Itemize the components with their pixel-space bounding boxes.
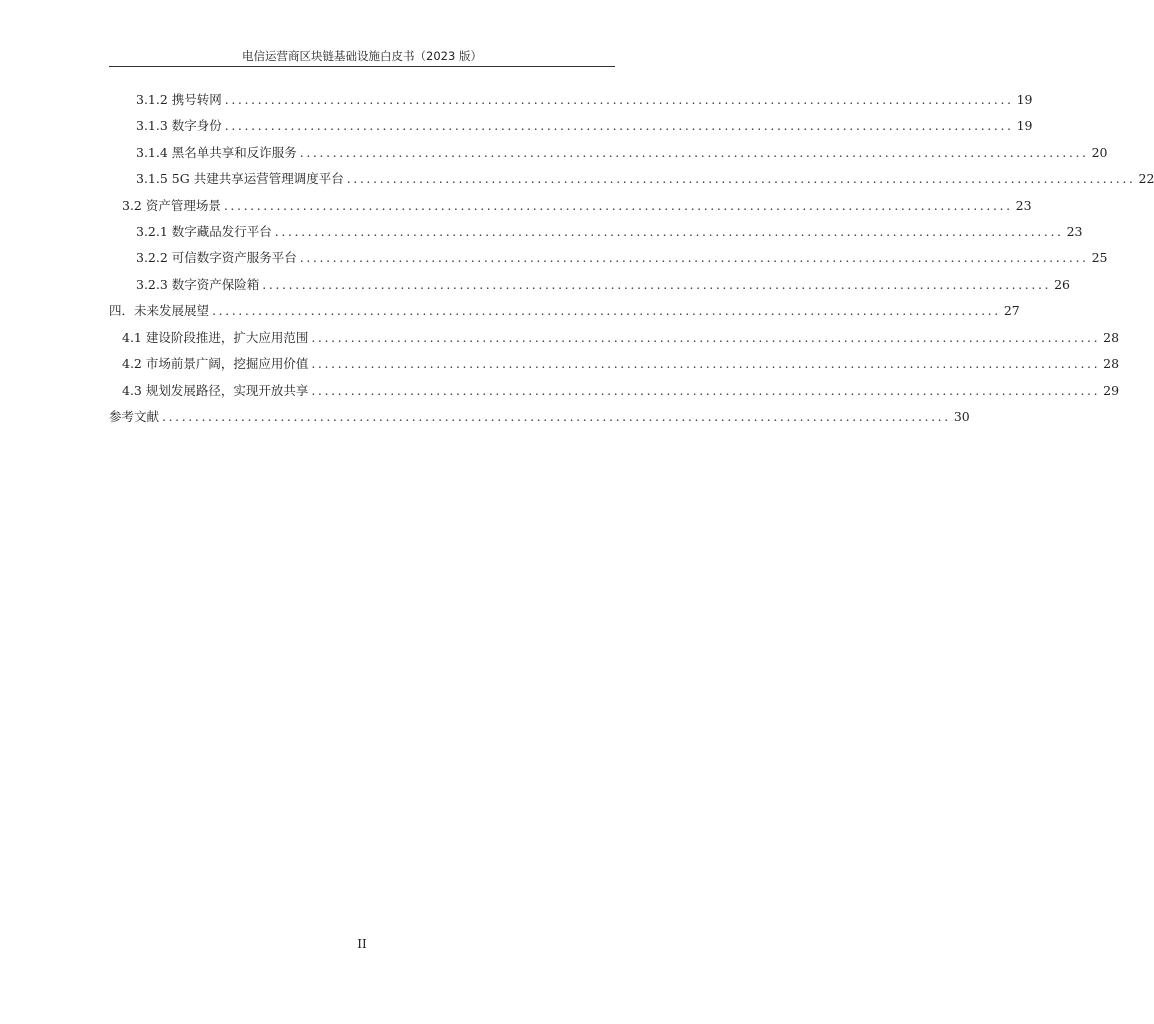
toc-entry-label: 3.1.5 5G 共建共享运营管理调度平台 [136, 171, 344, 186]
toc-entry[interactable] [122, 352, 1120, 372]
toc-entry-page: 28 [1103, 330, 1120, 345]
toc-entry-label: 3.1.2 携号转网 [136, 92, 222, 107]
toc-entry[interactable] [122, 379, 1120, 399]
page-header: 电信运营商区块链基础设施白皮书（2023 版） [242, 49, 482, 63]
toc-entry-page: 27 [1003, 303, 1020, 318]
toc-entry-page: 23 [1066, 224, 1083, 239]
toc-leader: ........................................................................................................................ [224, 92, 1014, 107]
toc-entry-page: 19 [1016, 92, 1033, 107]
toc-entry-page: 28 [1103, 356, 1120, 371]
toc-leader: ........................................................................................................................ [223, 198, 1013, 213]
toc-leader: ........................................................................................................................ [311, 330, 1101, 345]
page-number: II [357, 937, 367, 951]
toc-leader: ........................................................................................................................ [274, 224, 1064, 239]
toc-entry[interactable] [122, 194, 1032, 214]
toc-entry[interactable] [122, 326, 1120, 346]
toc-entry-label: 4.3 规划发展路径，实现开放共享 [122, 383, 309, 398]
toc-entry-label: 4.1 建设阶段推进，扩大应用范围 [122, 330, 309, 345]
toc-entry-page: 19 [1016, 118, 1033, 133]
toc-entry-label: 3.2.3 数字资产保险箱 [136, 277, 260, 292]
toc-leader: ........................................................................................................................ [346, 171, 1136, 186]
toc-entry[interactable] [109, 299, 1020, 319]
toc-entry-page: 26 [1054, 277, 1070, 292]
toc-leader: ........................................................................................................................ [212, 303, 1001, 318]
toc-entry[interactable] [109, 405, 970, 425]
toc-leader: ........................................................................................................................ [311, 383, 1101, 398]
toc-entry-label: 3.2.2 可信数字资产服务平台 [136, 250, 297, 265]
toc-entry-page: 30 [953, 409, 970, 424]
toc-entry-label: 3.2.1 数字藏品发行平台 [136, 224, 272, 239]
toc-leader: ........................................................................................................................ [162, 409, 951, 424]
toc-entry[interactable] [136, 246, 1108, 266]
toc-leader: ........................................................................................................................ [299, 250, 1089, 265]
toc-entry[interactable] [136, 88, 1033, 108]
toc-entry[interactable] [136, 141, 1108, 161]
toc-leader: ........................................................................................................................ [224, 118, 1014, 133]
toc-entry-label: 3.2 资产管理场景 [122, 198, 221, 213]
toc-entry-page: 22 [1138, 171, 1154, 186]
toc-entry-label: 3.1.4 黑名单共享和反诈服务 [136, 145, 297, 160]
toc-entry-label: 4.2 市场前景广阔，挖掘应用价值 [122, 356, 309, 371]
toc-entry-label: 参考文献 [109, 409, 160, 424]
toc-entry[interactable] [136, 114, 1033, 134]
toc-entry-page: 23 [1015, 198, 1032, 213]
toc-entry[interactable] [136, 220, 1083, 240]
toc-entry[interactable] [136, 273, 1070, 293]
toc-leader: ........................................................................................................................ [299, 145, 1089, 160]
toc-entry-label: 四．未来发展展望 [109, 303, 210, 318]
toc-entry-page: 20 [1091, 145, 1108, 160]
toc-leader: ........................................................................................................................ [262, 277, 1052, 292]
toc-entry-label: 3.1.3 数字身份 [136, 118, 222, 133]
toc-entry-page: 25 [1091, 250, 1108, 265]
toc-entry[interactable] [136, 167, 1154, 187]
toc-entry-page: 29 [1103, 383, 1120, 398]
toc-leader: ........................................................................................................................ [311, 356, 1101, 371]
